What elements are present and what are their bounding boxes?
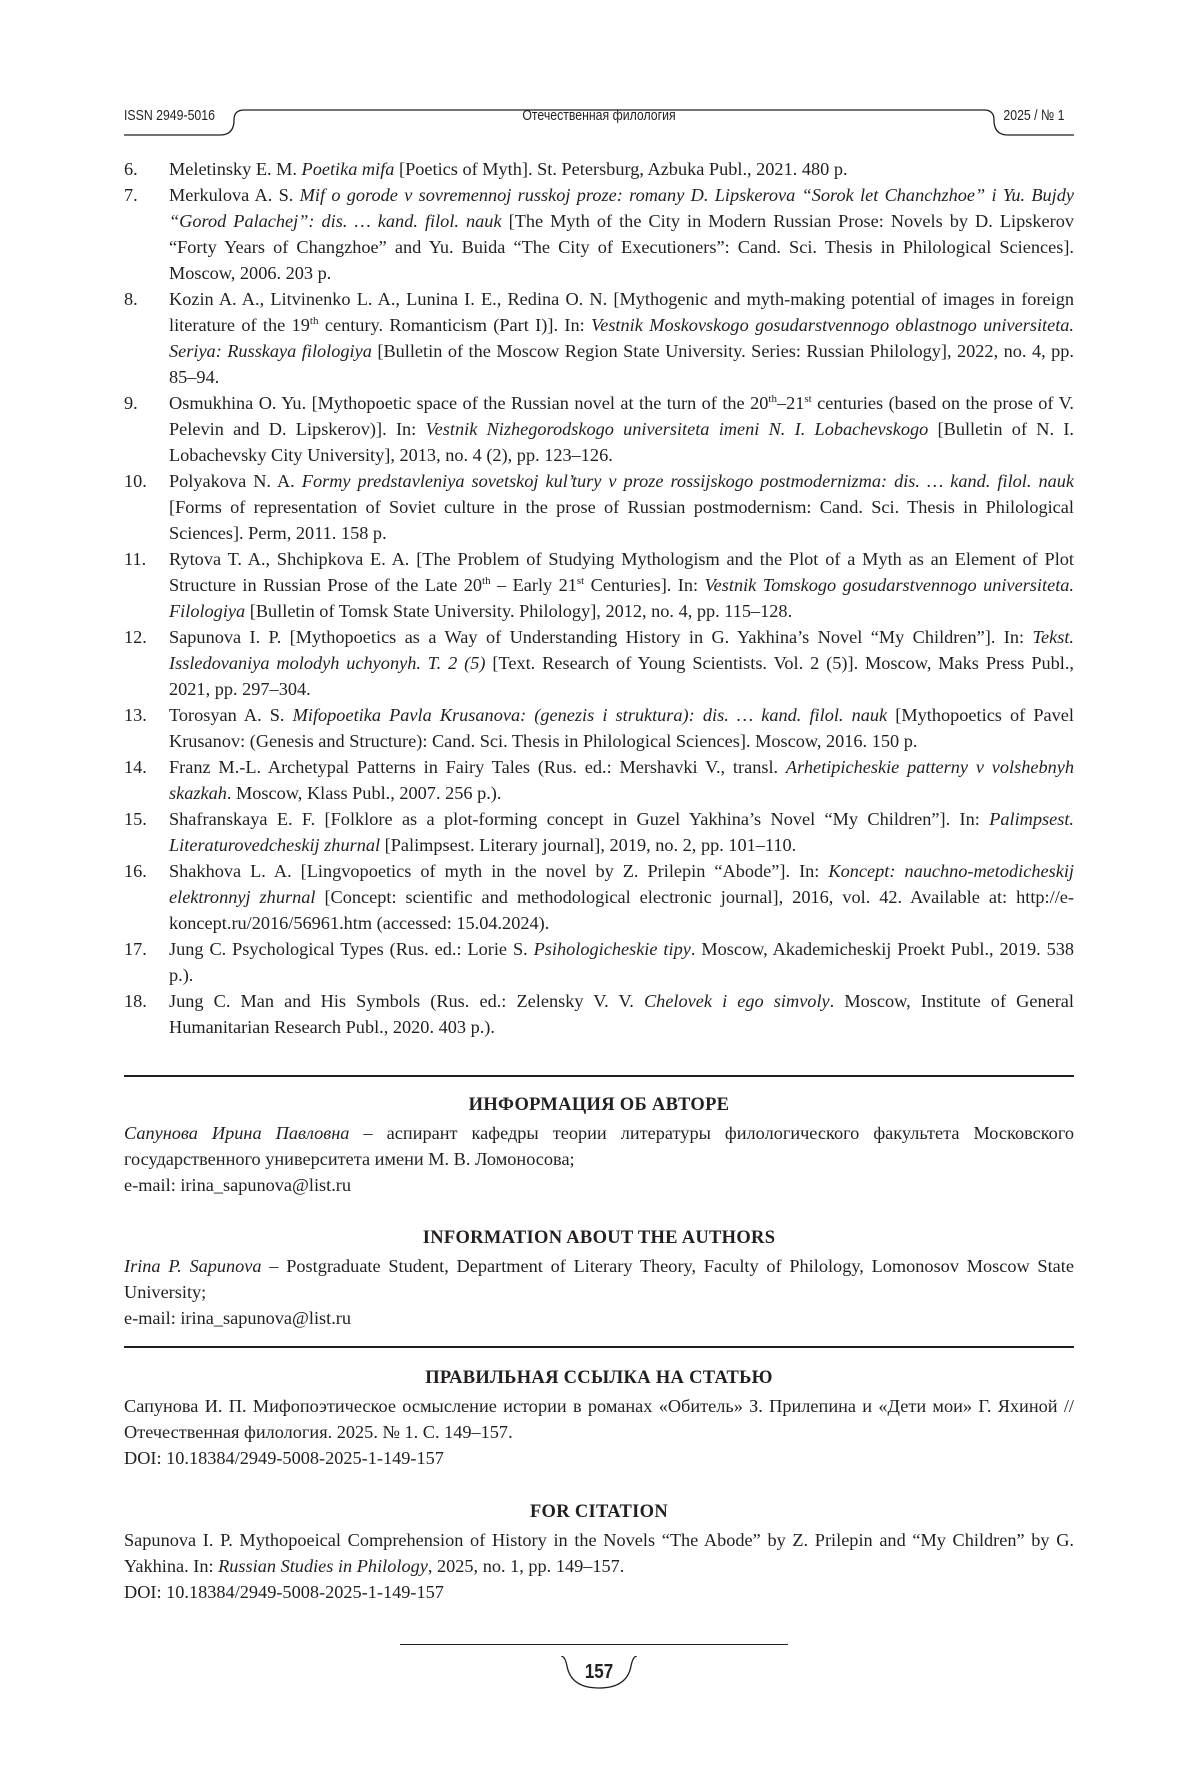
citation-doi[interactable]: DOI: 10.18384/2949-5008-2025-1-149-157 (124, 1582, 444, 1602)
running-header (124, 90, 1074, 140)
author-name: Сапунова Ирина Павловна (124, 1123, 350, 1143)
journal-title: Отечественная филология (522, 107, 676, 124)
reference-item (124, 936, 1074, 988)
reference-text: Franz M.-L. Archetypal Patterns in Fairy Tales (Rus. ed.: Mershavki V., transl. Arhetipicheskie patterny v volshebnyh skazkah. Moscow, Klass Publ., 2007. 256 p.). (169, 757, 1074, 803)
reference-text: Osmukhina O. Yu. [Mythopoetic space of the Russian novel at the turn of the 20th–21st centuries (based on the prose of V. Pelevin and D. Lipskerov)]. In: Vestnik Nizhegorodskogo universiteta imeni N. I. Lobachevskogo [Bulletin of N. I. Lobachevsky City University], 2013, no. 4 (2), pp. 123–126. (169, 392, 1075, 465)
reference-number: 17. (124, 939, 147, 959)
reference-number: 9. (124, 393, 138, 413)
citation-ru (124, 1365, 1074, 1471)
section-divider (124, 1075, 1074, 1077)
reference-number: 8. (124, 289, 138, 309)
reference-number: 14. (124, 757, 147, 777)
reference-item (124, 390, 1074, 468)
author-position: – Postgraduate Student, Department of Literary Theory, Faculty of Philology, Lomonosov Moscow State University; (124, 1256, 1074, 1302)
reference-item (124, 182, 1074, 286)
reference-item (124, 806, 1074, 858)
citation-text: Sapunova I. P. Mythopoeical Comprehension of History in the Novels “The Abode” by Z. Prilepin and “My Children” by G. Yakhina. In: Russian Studies in Philology, 2025, no. 1, pp. 149–157. (124, 1530, 1074, 1576)
reference-number: 13. (124, 705, 147, 725)
citation-text: Сапунова И. П. Мифопоэтическое осмысление истории в романах «Обитель» З. Прилепина и «Дети мои» Г. Яхиной // Отечественная филология. 2025. № 1. С. 149–157. (124, 1396, 1074, 1442)
reference-text: Torosyan A. S. Mifopoetika Pavla Krusanova: (genezis i struktura): dis. … kand. filol. nauk [Mythopoetics of Pavel Krusanov: (Genesis and Structure): Cand. Sci. Thesis in Philological Sciences]. Moscow, 2016. 150 p. (169, 705, 1074, 751)
reference-item (124, 858, 1074, 936)
reference-text: Shafranskaya E. F. [Folklore as a plot-forming concept in Guzel Yakhina’s Novel “My Children”]. In: Palimpsest. Literaturovedcheskij zhurnal [Palimpsest. Literary journal], 2019, no. 2, pp. 101–110. (169, 809, 1074, 855)
citation-doi[interactable]: DOI: 10.18384/2949-5008-2025-1-149-157 (124, 1448, 444, 1468)
reference-text: Meletinsky E. M. Poetika mifa [Poetics of Myth]. St. Petersburg, Azbuka Publ., 2021. 480 p. (169, 159, 848, 179)
reference-number: 12. (124, 627, 147, 647)
author-position: – аспирант кафедры теории литературы филологического факультета Московского государственного университета имени М. В. Ломоносова; (124, 1123, 1074, 1169)
reference-number: 16. (124, 861, 147, 881)
section-divider (124, 1346, 1074, 1348)
reference-number: 6. (124, 159, 138, 179)
issue-number: 2025 / № 1 (1002, 107, 1064, 124)
reference-item (124, 702, 1074, 754)
reference-item (124, 286, 1074, 390)
reference-text: Jung C. Man and His Symbols (Rus. ed.: Zelensky V. V. Chelovek i ego simvoly. Moscow, Institute of General Humanitarian Research Publ., 2020. 403 p.). (169, 991, 1074, 1037)
reference-item (124, 468, 1074, 546)
reference-text: Polyakova N. A. Formy predstavleniya sovetskoj kul’tury v proze rossijskogo postmodernizma: dis. … kand. filol. nauk [Forms of representation of Soviet culture in the prose of Russian postmodernism: Cand. Sci. Thesis in Philological Sciences]. Perm, 2011. 158 p. (169, 471, 1074, 543)
page-number: 157 (584, 1661, 614, 1683)
reference-item (124, 754, 1074, 806)
author-email[interactable]: e-mail: irina_sapunova@list.ru (124, 1308, 352, 1328)
author-description (124, 1253, 1074, 1305)
reference-number: 10. (124, 471, 147, 491)
section-title: ПРАВИЛЬНАЯ ССЫЛКА НА СТАТЬЮ (425, 1368, 773, 1388)
reference-item (124, 624, 1074, 702)
author-name: Irina P. Sapunova (124, 1256, 262, 1276)
references-list (124, 156, 1074, 1040)
section-title: FOR CITATION (529, 1502, 669, 1522)
footer-rule (400, 1644, 788, 1645)
section-title: ИНФОРМАЦИЯ ОБ АВТОРЕ (468, 1095, 730, 1115)
author-info-en (124, 1225, 1074, 1331)
reference-item (124, 546, 1074, 624)
citation-en (124, 1499, 1074, 1605)
reference-number: 7. (124, 185, 138, 205)
author-description (124, 1120, 1074, 1172)
reference-number: 15. (124, 809, 147, 829)
reference-text: Sapunova I. P. [Mythopoetics as a Way of Understanding History in G. Yakhina’s Novel “My Children”]. In: Tekst. Issledovaniya molodyh uchyonyh. T. 2 (5) [Text. Research of Young Scientists. Vol. 2 (5)]. Moscow, Maks Press Publ., 2021, pp. 297–304. (169, 627, 1074, 699)
author-email[interactable]: e-mail: irina_sapunova@list.ru (124, 1175, 352, 1195)
section-title: INFORMATION ABOUT THE AUTHORS (422, 1228, 776, 1248)
reference-text: Jung C. Psychological Types (Rus. ed.: Lorie S. Psihologicheskie tipy. Moscow, Akademicheskij Proekt Publ., 2019. 538 p.). (169, 939, 1074, 985)
reference-text: Merkulova A. S. Mif o gorode v sovremennoj russkoj proze: romany D. Lipskerova “Sorok let Chanchzhoe” i Yu. Bujdy “Gorod Palachej”: dis. … kand. filol. nauk [The Myth of the City in Modern Russian Prose: Novels by D. Lipskerov “Forty Years of Changzhoe” and Yu. Buida “The City of Executioners”: Cand. Sci. Thesis in Philological Sciences]. Moscow, 2006. 203 p. (169, 185, 1074, 283)
reference-text: Rytova T. A., Shchipkova E. A. [The Problem of Studying Mythologism and the Plot of a Myth as an Element of Plot Structure in Russian Prose of the Late 20th – Early 21st Centuries]. In: Vestnik Tomskogo gosudarstvennogo universiteta. Filologiya [Bulletin of Tomsk State University. Philology], 2012, no. 4, pp. 115–128. (169, 549, 1074, 621)
author-info-ru (124, 1092, 1074, 1198)
issn: ISSN 2949-5016 (124, 107, 215, 124)
reference-text: Shakhova L. A. [Lingvopoetics of myth in the novel by Z. Prilepin “Abode”]. In: Koncept: nauchno-metodicheskij elektronnyj zhurnal [Concept: scientific and methodological electronic journal], 2016, vol. 42. Available at: http://e-koncept.ru/2016/56961.htm (accessed: 15.04.2024). (169, 861, 1074, 933)
reference-item (124, 988, 1074, 1040)
reference-number: 18. (124, 991, 147, 1011)
reference-number: 11. (124, 549, 147, 569)
page-number-badge (559, 1656, 639, 1692)
reference-text: Kozin A. A., Litvinenko L. A., Lunina I. E., Redina O. N. [Mythogenic and myth-making potential of images in foreign literature of the 19th century. Romanticism (Part I)]. In: Vestnik Moskovskogo gosudarstvennogo oblastnogo universiteta. Seriya: Russkaya filologiya [Bulletin of the Moscow Region State University. Series: Russian Philology], 2022, no. 4, pp. 85–94. (169, 289, 1075, 387)
reference-item (124, 156, 1074, 182)
